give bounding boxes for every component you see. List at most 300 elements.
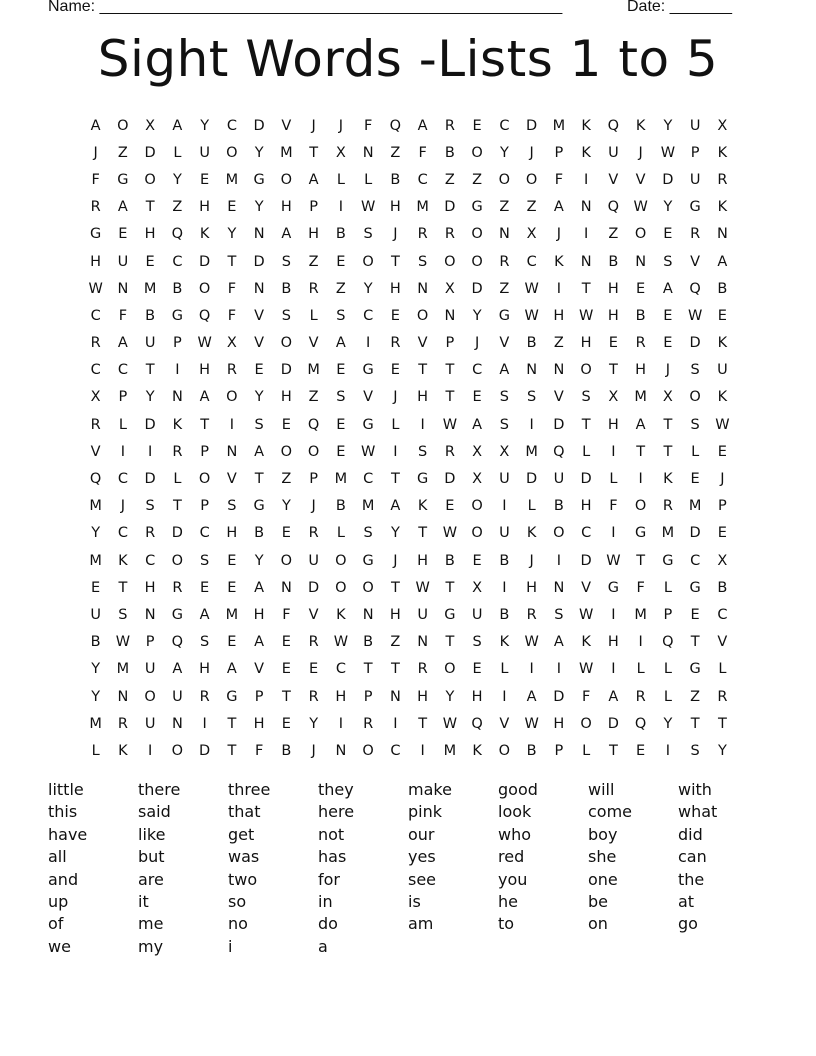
grid-letter: O (335, 579, 347, 596)
grid-letter: N (498, 226, 510, 243)
grid-letter: W (333, 634, 349, 651)
grid-letter: G (362, 416, 374, 433)
grid-letter: I (229, 416, 235, 433)
grid-letter: S (200, 552, 210, 569)
grid-letter: D (171, 525, 183, 542)
grid-letter: W (524, 634, 539, 651)
grid-letter: G (362, 362, 374, 379)
grid-letter: W (360, 199, 376, 216)
grid-letter: L (336, 525, 345, 542)
grid-row (82, 465, 736, 492)
word-list-item: my (138, 936, 164, 956)
grid-letter: Q (662, 634, 674, 651)
grid-letter: P (363, 688, 373, 705)
grid-letter: J (393, 226, 398, 243)
grid-letter: H (526, 579, 538, 596)
grid-letter: Y (281, 498, 291, 515)
word-list-item: for (318, 869, 340, 889)
grid-letter: E (200, 171, 210, 188)
grid-letter: B (608, 253, 619, 270)
grid-letter: Y (91, 688, 101, 705)
grid-letter: W (578, 661, 594, 678)
word-list-item (678, 936, 768, 958)
grid-letter: O (444, 253, 456, 270)
grid-letter: B (717, 579, 728, 596)
grid-letter: D (280, 362, 292, 379)
grid-letter: L (663, 688, 672, 705)
grid-letter: U (553, 471, 565, 488)
grid-letter: D (689, 525, 701, 542)
grid-letter: B (499, 552, 510, 569)
grid-letter: T (145, 199, 155, 216)
grid-letter: S (663, 253, 673, 270)
grid-letter: M (416, 199, 429, 216)
grid-letter: E (336, 416, 346, 433)
grid-letter: P (254, 688, 264, 705)
grid-letter: A (281, 226, 292, 243)
grid-letter: D (253, 253, 265, 270)
grid-letter: G (444, 606, 456, 623)
grid-letter: S (499, 416, 509, 433)
grid-letter: K (417, 498, 428, 515)
word-list-item: look (498, 802, 532, 822)
grid-letter: C (90, 307, 101, 324)
grid-letter: Y (309, 715, 319, 732)
grid-letter: O (634, 226, 647, 243)
grid-letter: E (390, 362, 400, 379)
grid-letter: M (634, 389, 647, 406)
grid-letter: R (90, 335, 101, 352)
grid-letter: M (89, 715, 102, 732)
grid-row (82, 248, 736, 275)
grid-letter: J (311, 742, 316, 759)
grid-row (82, 112, 736, 139)
grid-letter: B (526, 335, 537, 352)
word-list-item: like (138, 824, 166, 844)
grid-letter: S (690, 362, 700, 379)
grid-letter: V (308, 335, 319, 352)
grid-letter: K (581, 634, 591, 651)
grid-letter: I (147, 742, 153, 759)
grid-letter: A (254, 579, 265, 596)
grid-letter: K (499, 634, 510, 651)
grid-letter: C (226, 117, 237, 134)
grid-letter: B (390, 171, 401, 188)
grid-letter: G (471, 199, 483, 216)
grid-letter: D (199, 742, 211, 759)
grid-letter: O (280, 443, 293, 460)
grid-letter: C (117, 525, 128, 542)
grid-letter: S (336, 307, 346, 324)
grid-letter: E (281, 715, 291, 732)
grid-letter: A (635, 416, 646, 433)
grid-letter: U (608, 144, 619, 161)
grid-letter: K (199, 226, 210, 243)
grid-letter: R (417, 661, 428, 678)
grid-letter: S (472, 634, 482, 651)
grid-letter: I (420, 742, 425, 759)
grid-letter: M (525, 443, 538, 460)
grid-letter: B (526, 742, 537, 759)
grid-row (82, 357, 736, 384)
grid-letter: O (362, 253, 374, 270)
word-list-item: did (678, 824, 703, 844)
grid-letter: A (662, 280, 673, 297)
grid-letter: T (254, 471, 264, 488)
grid-letter: A (472, 416, 483, 433)
grid-letter: C (690, 552, 701, 569)
grid-letter: H (280, 199, 292, 216)
grid-letter: O (498, 171, 511, 188)
grid-letter: D (662, 171, 674, 188)
grid-letter: W (197, 335, 212, 352)
grid-letter: K (118, 742, 128, 759)
grid-letter: S (363, 525, 373, 542)
grid-letter: G (607, 579, 619, 596)
grid-letter: O (471, 498, 483, 515)
grid-letter: U (308, 552, 319, 569)
grid-letter: V (254, 661, 265, 678)
grid-letter: I (393, 715, 398, 732)
grid-letter: Y (254, 389, 264, 406)
grid-letter: A (117, 199, 128, 216)
grid-letter: O (144, 171, 156, 188)
name-field-line: Name: ____________________________________________________ (48, 0, 563, 15)
grid-letter: A (335, 335, 346, 352)
grid-letter: L (173, 471, 182, 488)
grid-letter: C (363, 471, 374, 488)
grid-letter: R (499, 253, 510, 270)
grid-letter: Q (307, 416, 320, 433)
grid-letter: O (198, 471, 211, 488)
grid-letter: E (445, 498, 455, 515)
grid-row (82, 139, 736, 166)
grid-row (82, 547, 736, 574)
grid-letter: O (144, 688, 156, 705)
grid-letter: S (363, 226, 373, 243)
grid-letter: I (529, 661, 534, 678)
date-field-line: Date: _______ (627, 0, 732, 15)
grid-letter: V (254, 335, 265, 352)
grid-row (82, 384, 736, 411)
grid-letter: H (607, 307, 619, 324)
grid-letter: A (526, 688, 537, 705)
grid-letter: O (580, 362, 592, 379)
grid-letter: R (199, 688, 210, 705)
grid-letter: Z (390, 144, 401, 161)
grid-letter: T (200, 416, 210, 433)
grid-letter: K (118, 552, 128, 569)
grid-letter: T (581, 416, 591, 433)
word-list-item: make (408, 780, 452, 799)
grid-letter: C (526, 253, 537, 270)
grid-letter: Q (553, 443, 565, 460)
word-list-item: have (48, 824, 88, 844)
grid-letter: V (90, 443, 101, 460)
grid-letter: U (144, 335, 156, 352)
grid-letter: T (663, 443, 673, 460)
grid-letter: U (172, 688, 183, 705)
grid-letter: X (472, 579, 483, 596)
grid-letter: K (581, 117, 591, 134)
grid-letter: I (638, 471, 643, 488)
grid-letter: N (362, 606, 374, 623)
word-list-item: pink (408, 802, 443, 822)
grid-letter: E (336, 443, 346, 460)
grid-letter: E (336, 362, 346, 379)
word-list-item: is (408, 891, 421, 911)
grid-letter: O (553, 525, 565, 542)
grid-letter: A (254, 443, 265, 460)
grid-letter: V (581, 579, 592, 596)
grid-letter: Q (171, 226, 184, 243)
grid-letter: T (445, 579, 455, 596)
grid-letter: A (172, 117, 183, 134)
grid-letter: W (633, 199, 648, 216)
grid-letter: E (227, 579, 237, 596)
grid-letter: I (120, 443, 126, 460)
grid-letter: O (471, 253, 483, 270)
grid-letter: M (225, 606, 239, 623)
grid-letter: M (361, 498, 375, 515)
grid-letter: P (200, 443, 209, 460)
grid-letter: W (524, 307, 539, 324)
grid-letter: E (281, 525, 291, 542)
grid-letter: M (280, 144, 293, 161)
grid-letter: C (417, 171, 428, 188)
word-list-item: come (588, 802, 633, 822)
grid-letter: E (91, 579, 101, 596)
grid-letter: U (417, 606, 428, 623)
grid-letter: H (553, 307, 565, 324)
grid-letter: G (689, 661, 701, 678)
grid-letter: M (307, 362, 320, 379)
grid-letter: D (689, 335, 701, 352)
grid-letter: K (717, 335, 728, 352)
word-list-item: all (48, 847, 67, 867)
grid-letter: H (335, 688, 347, 705)
grid-letter: T (418, 362, 428, 379)
grid-letter: Y (145, 389, 155, 406)
grid-letter: I (365, 335, 371, 352)
grid-letter: X (145, 117, 156, 134)
grid-letter: K (581, 144, 591, 161)
grid-letter: T (390, 579, 400, 596)
grid-row (82, 737, 736, 764)
grid-letter: E (717, 525, 727, 542)
grid-letter: D (199, 253, 211, 270)
grid-letter: T (608, 742, 618, 759)
grid-letter: H (280, 389, 292, 406)
grid-letter: A (199, 389, 210, 406)
grid-letter: O (226, 389, 238, 406)
grid-letter: E (227, 634, 237, 651)
grid-letter: W (660, 144, 676, 161)
grid-letter: R (444, 117, 455, 134)
word-list-item: you (498, 869, 528, 889)
grid-letter: M (552, 117, 566, 134)
grid-row (82, 493, 736, 520)
grid-letter: R (308, 688, 319, 705)
grid-letter: D (526, 471, 538, 488)
grid-letter: E (717, 443, 727, 460)
grid-letter: V (281, 117, 292, 134)
grid-letter: H (199, 362, 211, 379)
grid-letter: Z (117, 144, 128, 161)
grid-letter: B (444, 144, 455, 161)
word-list-item: me (138, 914, 164, 934)
grid-letter: B (254, 525, 265, 542)
grid-letter: L (691, 443, 700, 460)
word-list-item: get (228, 824, 255, 844)
grid-letter: E (663, 335, 673, 352)
grid-row (82, 438, 736, 465)
grid-letter: V (717, 634, 728, 651)
grid-letter: B (172, 280, 183, 297)
word-list-item: can (678, 847, 707, 867)
grid-letter: V (417, 335, 428, 352)
grid-letter: N (280, 579, 292, 596)
grid-letter: O (362, 742, 374, 759)
grid-letter: A (199, 606, 210, 623)
grid-letter: X (717, 117, 728, 134)
grid-letter: R (526, 606, 537, 623)
grid-letter: G (662, 552, 674, 569)
word-list-item: what (678, 802, 718, 822)
grid-letter: O (280, 552, 293, 569)
grid-letter: Y (390, 525, 400, 542)
grid-letter: M (89, 552, 102, 569)
grid-letter: H (144, 579, 156, 596)
grid-letter: E (717, 307, 727, 324)
word-list-item: our (408, 824, 435, 844)
grid-letter: R (117, 715, 128, 732)
grid-letter: E (636, 280, 646, 297)
grid-letter: O (171, 552, 184, 569)
grid-letter: B (499, 606, 510, 623)
word-list-item: that (228, 802, 261, 822)
grid-letter: T (445, 389, 455, 406)
grid-letter: R (226, 362, 237, 379)
grid-letter: V (254, 307, 265, 324)
grid-letter: F (118, 307, 128, 324)
grid-letter: Y (91, 661, 101, 678)
grid-letter: E (472, 117, 482, 134)
grid-letter: H (389, 199, 401, 216)
grid-letter: A (417, 117, 428, 134)
grid-letter: D (308, 579, 320, 596)
grid-letter: R (717, 688, 728, 705)
grid-letter: I (611, 606, 616, 623)
grid-letter: G (362, 552, 374, 569)
grid-letter: X (444, 280, 455, 297)
word-list-item: was (228, 847, 260, 867)
grid-letter: E (118, 226, 128, 243)
grid-letter: T (227, 715, 237, 732)
grid-letter: B (281, 742, 292, 759)
grid-letter: C (172, 253, 183, 270)
grid-letter: Z (172, 199, 183, 216)
word-list-item: not (318, 824, 345, 844)
grid-letter: N (171, 389, 183, 406)
grid-letter: A (226, 661, 237, 678)
grid-letter: P (690, 144, 700, 161)
grid-letter: H (635, 362, 647, 379)
grid-letter: Y (200, 117, 210, 134)
grid-letter: J (393, 389, 398, 406)
grid-row (82, 629, 736, 656)
grid-letter: H (199, 661, 211, 678)
grid-letter: W (687, 307, 703, 324)
grid-letter: X (608, 389, 619, 406)
grid-letter: Y (363, 280, 373, 297)
grid-letter: D (144, 416, 156, 433)
grid-letter: L (663, 579, 672, 596)
grid-letter: J (120, 498, 126, 515)
grid-row (82, 601, 736, 628)
grid-letter: H (417, 688, 429, 705)
grid-letter: Z (499, 280, 510, 297)
grid-letter: I (202, 715, 207, 732)
grid-letter: C (145, 552, 156, 569)
grid-letter: H (226, 525, 238, 542)
grid-letter: E (636, 742, 646, 759)
grid-letter: G (689, 199, 701, 216)
grid-letter: Z (553, 335, 564, 352)
grid-letter: S (281, 307, 291, 324)
grid-letter: C (117, 362, 128, 379)
grid-letter: P (554, 144, 564, 161)
grid-letter: P (718, 498, 727, 515)
word-list-item: at (678, 891, 695, 911)
grid-letter: M (334, 471, 348, 488)
grid-letter: O (498, 742, 511, 759)
grid-letter: L (118, 416, 127, 433)
grid-letter: T (145, 362, 155, 379)
grid-letter: I (393, 443, 398, 460)
word-list-item: we (48, 936, 71, 956)
grid-letter: D (553, 416, 565, 433)
word-list-item: be (588, 891, 608, 911)
grid-letter: N (580, 253, 592, 270)
grid-letter: H (580, 498, 592, 515)
grid-letter: H (90, 253, 102, 270)
grid-letter: L (582, 443, 591, 460)
grid-letter: B (717, 280, 728, 297)
grid-row (82, 275, 736, 302)
grid-letter: D (444, 199, 456, 216)
grid-letter: E (390, 307, 400, 324)
grid-letter: Q (607, 199, 620, 216)
grid-letter: T (309, 144, 319, 161)
grid-letter: O (280, 171, 293, 188)
grid-letter: C (499, 117, 510, 134)
grid-letter: I (638, 634, 643, 651)
grid-letter: G (498, 307, 510, 324)
grid-letter: Q (471, 715, 483, 732)
grid-letter: C (581, 525, 592, 542)
grid-letter: H (607, 416, 619, 433)
grid-letter: J (338, 117, 344, 134)
word-list-item: he (498, 891, 518, 911)
grid-letter: P (309, 199, 318, 216)
grid-letter: J (474, 335, 480, 352)
word-list-item: of (48, 914, 64, 934)
grid-letter: S (554, 606, 564, 623)
grid-letter: Z (608, 226, 619, 243)
grid-letter: I (583, 226, 589, 243)
grid-letter: Z (335, 280, 346, 297)
